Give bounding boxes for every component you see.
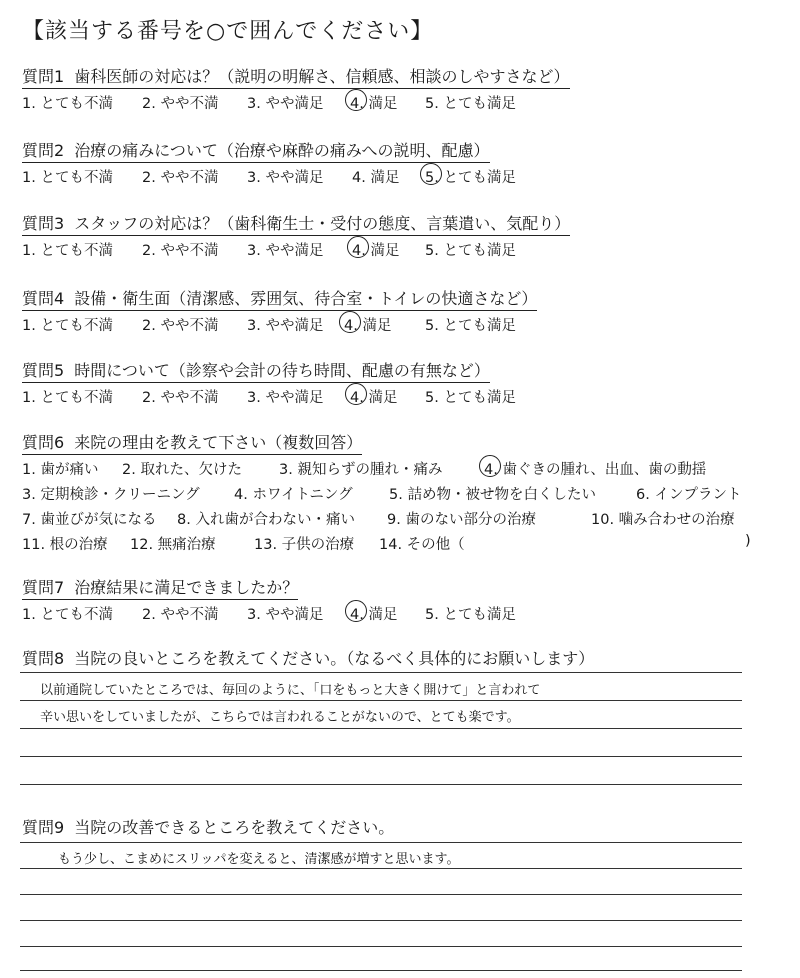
option-2[interactable]: 2. やや不満 [142,318,219,334]
q8-answer-line-2[interactable]: 辛い思いをしていましたが、こちらでは言われることがないので、とても楽です。 [40,710,520,725]
answer-line [20,700,742,701]
option-14[interactable]: 14. その他（ [379,537,465,553]
option-2[interactable]: 2. やや不満 [142,170,219,186]
selected-circle-mark [345,89,367,111]
question-text: 治療の痛みについて（治療や麻酔の痛みへの説明、配慮） [74,141,490,160]
answer-line [20,756,742,757]
selected-circle-mark [420,163,442,185]
option-2[interactable]: 2. やや不満 [142,243,219,259]
option-12[interactable]: 12. 無痛治療 [130,537,216,553]
question-6 [22,430,362,455]
q8-answer-line-1[interactable]: 以前通院していたところでは、毎回のように、「口をもっと大きく開けて」と言われて [40,683,541,698]
option-5b[interactable]: 5. 詰め物・被せ物を白くしたい [389,487,596,503]
question-7-options [22,603,516,625]
question-text: 当院の良いところを教えてください。（なるべく具体的にお願いします） [74,649,595,668]
question-7 [22,575,516,625]
question-text: 治療結果に満足できましたか？ [74,578,299,597]
question-9 [22,815,394,839]
question-1 [22,64,570,114]
option-4[interactable]: 4. 満足 [352,243,400,259]
option-1[interactable]: 1. とても不満 [22,390,113,406]
option-1[interactable]: 1. とても不満 [22,318,113,334]
question-2 [22,138,516,188]
question-number: 質問8 [22,649,65,668]
q9-answer-line-1[interactable]: もう少し、こまめにスリッパを変えると、清潔感が増すと思います。 [58,852,460,867]
question-3-options [22,239,570,261]
question-number: 質問6 [22,433,65,452]
question-text: 来院の理由を教えて下さい（複数回答） [74,433,363,452]
option-5[interactable]: 5. とても満足 [425,390,516,406]
question-text: 歯科医師の対応は？（説明の明解さ、信頼感、相談のしやすさなど） [74,67,570,86]
question-6-options [22,458,782,568]
option-2[interactable]: 2. やや不満 [142,607,219,623]
answer-line [20,946,742,947]
option-4[interactable]: 4. 満足 [344,318,392,334]
option-8[interactable]: 8. 入れ歯が合わない・痛い [177,512,355,528]
answer-line [20,894,742,895]
option-3[interactable]: 3. やや満足 [247,243,324,259]
question-text: 当院の改善できるところを教えてください。 [74,818,395,837]
option-2[interactable]: 2. やや不満 [142,96,219,112]
question-2-options [22,166,516,188]
question-6-heading [22,430,362,455]
option-1[interactable]: 1. とても不満 [22,243,113,259]
question-number: 質問1 [22,67,65,86]
question-5 [22,358,516,408]
option-3[interactable]: 3. やや満足 [247,96,324,112]
option-10[interactable]: 10. 噛み合わせの治療 [591,512,735,528]
question-number: 質問3 [22,214,65,233]
option-9[interactable]: 9. 歯のない部分の治療 [387,512,536,528]
selected-circle-mark [345,600,367,622]
selected-circle-mark [479,455,501,477]
question-3-heading [22,211,570,236]
option-2[interactable]: 2. やや不満 [142,390,219,406]
option-1[interactable]: 1. 歯が痛い [22,462,99,478]
question-4 [22,286,537,336]
answer-line [20,868,742,869]
question-text: 時間について（診察や会計の待ち時間、配慮の有無など） [74,361,490,380]
option-5[interactable]: 5. とても満足 [425,96,516,112]
question-9-heading [22,815,394,839]
answer-line [20,672,742,673]
option-4[interactable]: 4. 満足 [350,607,398,623]
question-8 [22,646,594,670]
page-title: 【該当する番号を○で囲んでください】 [22,19,434,44]
selected-circle-mark [347,236,369,258]
option-3[interactable]: 3. やや満足 [247,607,324,623]
question-number: 質問5 [22,361,65,380]
option-11[interactable]: 11. 根の治療 [22,537,108,553]
answer-line [20,728,742,729]
option-3[interactable]: 3. やや満足 [247,390,324,406]
option-2[interactable]: 2. 取れた、欠けた [122,462,242,478]
answer-line [20,784,742,785]
option-3b[interactable]: 3. 定期検診・クリーニング [22,487,200,503]
question-text: スタッフの対応は？（歯科衛生士・受付の態度、言葉遣い、気配り） [74,214,571,233]
option-1[interactable]: 1. とても不満 [22,96,113,112]
option-4[interactable]: 4. 満足 [350,390,398,406]
option-1[interactable]: 1. とても不満 [22,607,113,623]
option-5[interactable]: 5. とても満足 [425,318,516,334]
question-number: 質問9 [22,818,65,837]
question-4-options [22,314,537,336]
option-4[interactable]: 4. 満足 [350,96,398,112]
option-7[interactable]: 7. 歯並びが気になる [22,512,157,528]
option-4b[interactable]: 4. ホワイトニング [234,487,353,503]
option-5[interactable]: 5. とても満足 [425,607,516,623]
question-number: 質問2 [22,141,65,160]
question-number: 質問7 [22,578,65,597]
option-4[interactable]: 4. 満足 [352,170,400,186]
option-13[interactable]: 13. 子供の治療 [254,537,355,553]
selected-circle-mark [345,383,367,405]
question-text: 設備・衛生面（清潔感、雰囲気、待合室・トイレの快適さなど） [74,289,538,308]
question-7-heading [22,575,298,600]
answer-line [20,920,742,921]
option-4[interactable]: 4. 歯ぐきの腫れ、出血、歯の動揺 [484,462,707,478]
question-8-heading [22,646,594,670]
question-5-heading [22,358,490,383]
question-1-options [22,92,570,114]
option-6b[interactable]: 6. インプラント [636,487,742,503]
question-5-options [22,386,516,408]
question-2-heading [22,138,490,163]
option-3[interactable]: 3. やや満足 [247,170,324,186]
selected-circle-mark [339,311,361,333]
option-5[interactable]: 5. とても満足 [425,170,516,186]
option-5[interactable]: 5. とても満足 [425,243,516,259]
question-number: 質問4 [22,289,65,308]
answer-line [20,842,742,843]
option-3[interactable]: 3. やや満足 [247,318,324,334]
answer-line [20,970,742,971]
question-3 [22,211,570,261]
option-1[interactable]: 1. とても不満 [22,170,113,186]
option-3[interactable]: 3. 親知らずの腫れ・痛み [279,462,443,478]
question-4-heading [22,286,537,311]
question-1-heading [22,64,570,89]
other-paren-close: ) [745,533,751,549]
